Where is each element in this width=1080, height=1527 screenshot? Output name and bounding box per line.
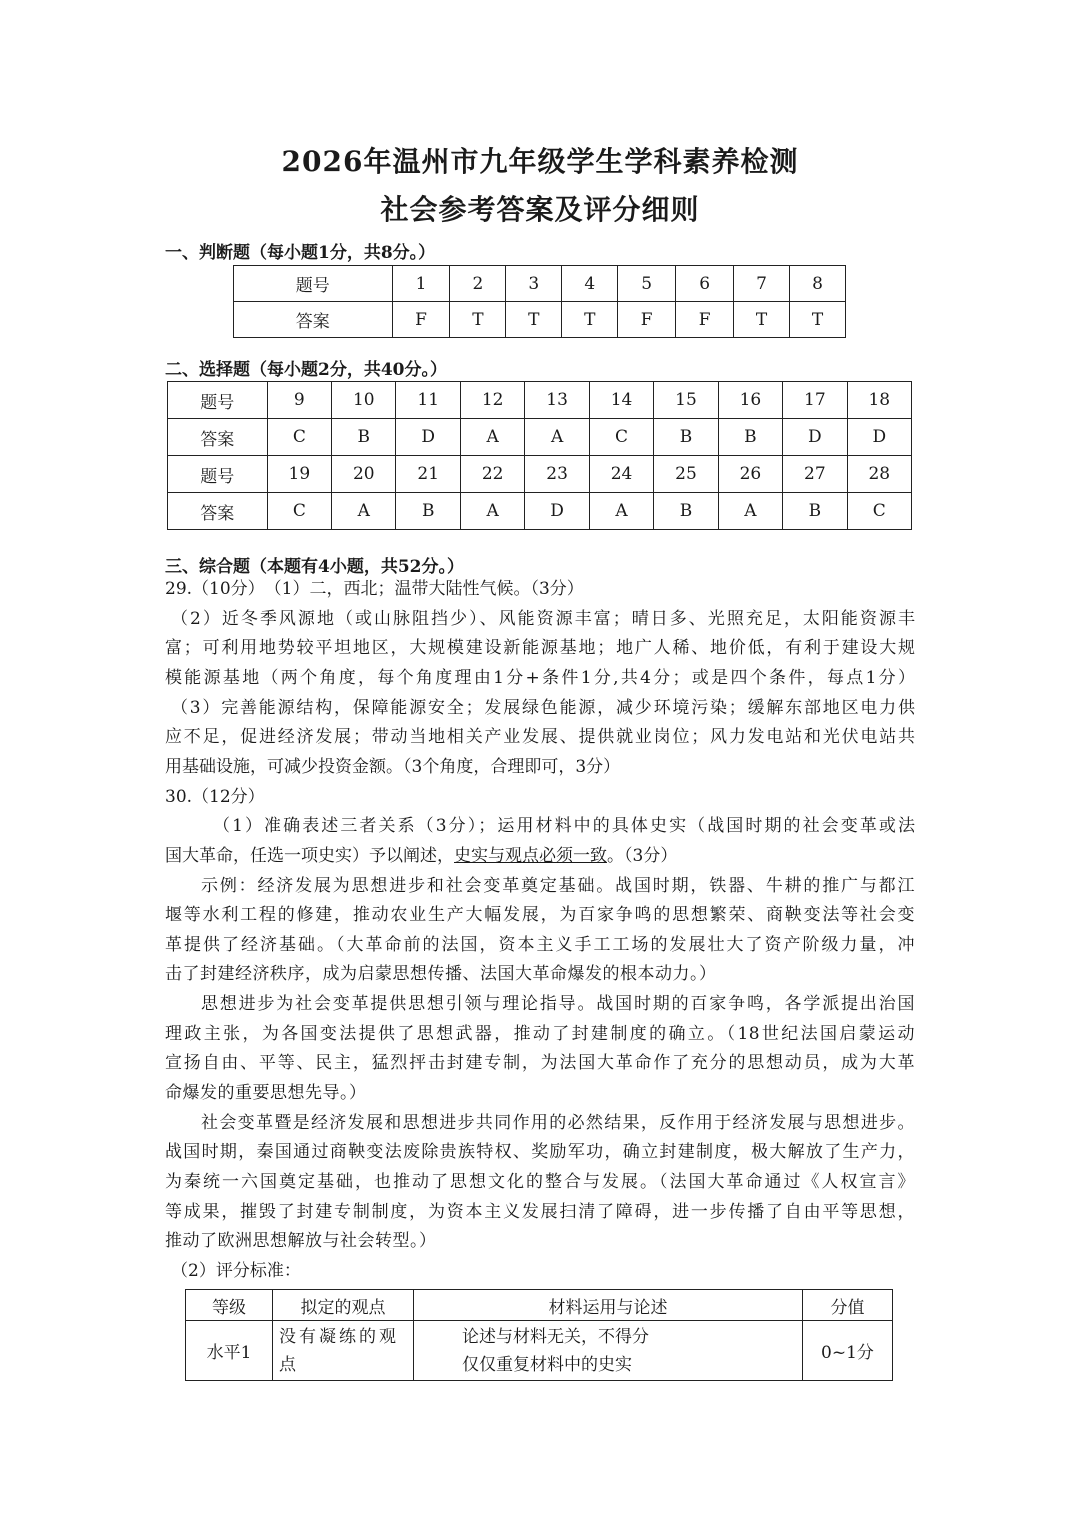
answer-line: 模能源基地（两个角度，每个角度理由1分+条件1分,共4分；或是四个条件，每点1分）	[165, 667, 915, 688]
question-number-cell: 17	[783, 382, 847, 419]
answer-cell: D	[783, 419, 847, 456]
answer-line: 29.（10分） （1）二，西北；温带大陆性气候。（3分）	[165, 579, 584, 599]
answer-label: 答案	[168, 419, 268, 456]
question-number-cell: 3	[506, 266, 562, 302]
rubric-header-level: 等级	[186, 1290, 273, 1321]
true-false-answer-table	[233, 265, 846, 338]
answer-line: （3）完善能源结构，保障能源安全；发展绿色能源，减少环境污染；缓解东部地区电力供	[171, 697, 915, 718]
answer-line: 用基础设施，可减少投资金额。（3个角度，合理即可，3分）	[165, 756, 621, 777]
answer-cell: B	[654, 419, 718, 456]
example-answer-line: 命爆发的重要思想先导。）	[165, 1083, 367, 1104]
rubric-table	[185, 1289, 893, 1381]
question-number-cell: 26	[718, 456, 782, 493]
example-answer-line: 宣扬自由、平等、民主，猛烈抨击封建专制，为法国大革命作了充分的思想动员，成为大革	[165, 1053, 915, 1074]
example-answer-line: 思想进步为社会变革提供思想引领与理论指导。战国时期的百家争鸣，各学派提出治国	[201, 994, 915, 1015]
document-subtitle: 社会参考答案及评分细则	[380, 193, 700, 226]
example-answer-line: 理政主张，为各国变法提供了思想武器，推动了封建制度的确立。（18世纪法国启蒙运动	[165, 1023, 915, 1044]
rubric-row	[186, 1321, 893, 1381]
question-number-cell: 12	[460, 382, 524, 419]
answer-label: 答案	[234, 302, 393, 338]
question-number-cell: 1	[392, 266, 450, 302]
answer-cell: F	[676, 302, 734, 338]
answer-cell: C	[589, 419, 653, 456]
question-number-cell: 27	[783, 456, 847, 493]
question-number-cell: 14	[589, 382, 653, 419]
example-answer-line: 推动了欧洲思想解放与社会转型。）	[165, 1231, 437, 1252]
question-number-cell: 23	[525, 456, 589, 493]
question-number-cell: 28	[847, 456, 911, 493]
answer-line: （1）准确表述三者关系（3分）；运用材料中的具体史实（战国时期的社会变革或法	[213, 816, 915, 837]
question-number-cell: 8	[790, 266, 846, 302]
question-number-cell: 16	[718, 382, 782, 419]
answer-cell: A	[718, 493, 782, 530]
example-answer-line: 击了封建经济秩序，成为启蒙思想传播、法国大革命爆发的根本动力。）	[165, 964, 717, 985]
answer-cell: T	[506, 302, 562, 338]
question-number-cell: 5	[618, 266, 676, 302]
question-number-label: 题号	[168, 382, 268, 419]
underlined-requirement: 史实与观点必须一致	[454, 845, 607, 866]
example-answer-line: 社会变革暨是经济发展和思想进步共同作用的必然结果，反作用于经济发展与思想进步。	[201, 1112, 915, 1133]
example-answer-line: 示例：经济发展为思想进步和社会变革奠定基础。战国时期，铁器、牛耕的推广与都江	[201, 875, 915, 896]
multiple-choice-answer-table	[167, 381, 912, 530]
section1-heading: 一、判断题（每小题1分，共8分。）	[165, 243, 436, 263]
example-answer-line: 革提供了经济基础。（大革命前的法国，资本主义手工工场的发展壮大了资产阶级力量，冲	[165, 934, 915, 955]
answer-cell: T	[450, 302, 506, 338]
answer-cell: A	[460, 419, 524, 456]
answer-cell: B	[783, 493, 847, 530]
rubric-header-argument: 材料运用与论述	[414, 1290, 803, 1321]
answer-cell: T	[734, 302, 790, 338]
answer-cell: B	[718, 419, 782, 456]
question-number-label: 题号	[234, 266, 393, 302]
answer-cell: D	[396, 419, 460, 456]
answer-cell: A	[589, 493, 653, 530]
answer-cell: A	[332, 493, 396, 530]
question-number-cell: 10	[332, 382, 396, 419]
rubric-argument-1: 论述与材料无关，不得分	[462, 1326, 649, 1347]
question-number-cell: 6	[676, 266, 734, 302]
question-number-cell: 15	[654, 382, 718, 419]
answer-line: （2）近冬季风源地（或山脉阻挡少）、风能资源丰富；晴日多、光照充足，太阳能资源丰	[171, 608, 915, 629]
example-answer-line: 堰等水利工程的修建，推动农业生产大幅发展，为百家争鸣的思想繁荣、商鞅变法等社会变	[165, 905, 915, 926]
answer-line: 富；可利用地势较平坦地区，大规模建设新能源基地；地广人稀、地价低，有利于建设大规	[165, 638, 915, 659]
question-number-cell: 2	[450, 266, 506, 302]
question-number-cell: 4	[562, 266, 618, 302]
document-title: 2026年温州市九年级学生学科素养检测	[281, 145, 799, 178]
answer-cell: B	[396, 493, 460, 530]
example-answer-line: 为秦统一六国奠定基础，也推动了思想文化的整合与发展。（法国大革命通过《人权宣言》	[165, 1172, 915, 1192]
question-number-cell: 9	[267, 382, 331, 419]
question-number-cell: 18	[847, 382, 911, 419]
answer-cell: A	[460, 493, 524, 530]
question-number-cell: 24	[589, 456, 653, 493]
answer-label: 答案	[168, 493, 268, 530]
question-number-cell: 7	[734, 266, 790, 302]
answer-cell: T	[790, 302, 846, 338]
question-number-cell: 22	[460, 456, 524, 493]
answer-cell: F	[392, 302, 450, 338]
answer-cell: B	[654, 493, 718, 530]
answer-line: 30.（12分）	[165, 786, 265, 807]
answer-cell: A	[525, 419, 589, 456]
question-number-cell: 11	[396, 382, 460, 419]
question-number-cell: 25	[654, 456, 718, 493]
question-number-label: 题号	[168, 456, 268, 493]
example-answer-line: 等成果，摧毁了封建专制制度，为资本主义发展扫清了障碍，进一步传播了自由平等思想，	[165, 1201, 915, 1222]
question-number-cell: 21	[396, 456, 460, 493]
question-number-cell: 20	[332, 456, 396, 493]
rubric-header-viewpoint: 拟定的观点	[273, 1290, 414, 1321]
example-answer-line: 战国时期，秦国通过商鞅变法废除贵族特权、奖励军功，确立封建制度，极大解放了生产力，	[165, 1142, 915, 1163]
section2-heading: 二、选择题（每小题2分，共40分。）	[165, 360, 447, 380]
rubric-header-score: 分值	[803, 1290, 893, 1321]
answer-cell: C	[847, 493, 911, 530]
answer-line: （2）评分标准：	[171, 1260, 301, 1281]
rubric-score: 0~1分	[803, 1321, 893, 1381]
answer-cell: B	[332, 419, 396, 456]
rubric-level: 水平1	[186, 1321, 273, 1381]
question-number-cell: 19	[267, 456, 331, 493]
question-number-cell: 13	[525, 382, 589, 419]
rubric-viewpoint: 没有凝练的观点	[273, 1321, 414, 1381]
answer-cell: C	[267, 419, 331, 456]
answer-cell: D	[525, 493, 589, 530]
answer-cell: F	[618, 302, 676, 338]
answer-cell: T	[562, 302, 618, 338]
answer-text-segment: 国大革命，任选一项史实）予以阐述，	[165, 845, 454, 866]
answer-cell: D	[847, 419, 911, 456]
answer-line: 应不足，促进经济发展；带动当地相关产业发展、提供就业岗位；风力发电站和光伏电站共	[165, 727, 915, 748]
section3-heading: 三、综合题（本题有4小题，共52分。）	[165, 557, 464, 577]
answer-cell: C	[267, 493, 331, 530]
answer-text-segment: 。（3分）	[607, 845, 678, 866]
answer-line	[165, 841, 915, 871]
rubric-argument-2: 仅仅重复材料中的史实	[462, 1354, 632, 1375]
